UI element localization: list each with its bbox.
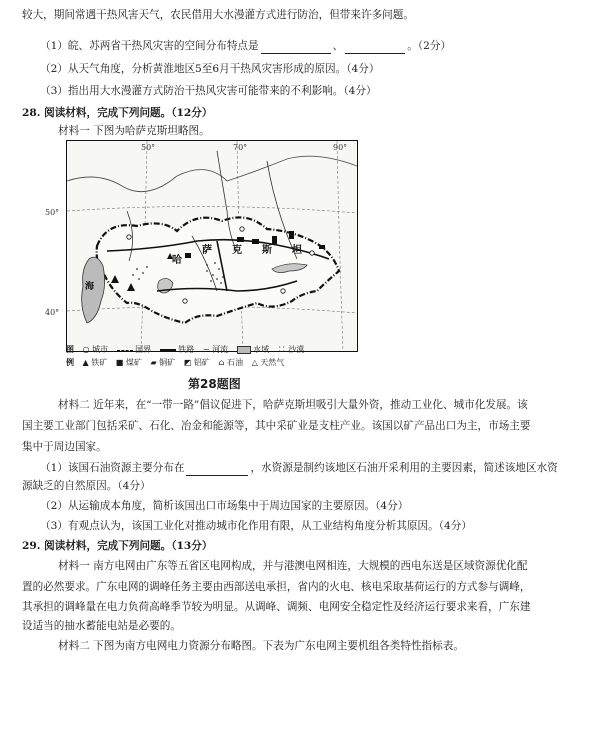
question-28-prev-1 (40, 39, 591, 54)
legend-railway: 铁路 (178, 345, 195, 354)
material-2-line-2: 国主要工业部门包括采矿、石化、冶金和能源等，其中采矿业是支柱产业。该国以矿产品出口为主，市场主要 (22, 420, 531, 432)
question-28-1 (40, 461, 591, 476)
place-label: 哈 (172, 255, 182, 266)
place-label: 萨 (202, 245, 212, 256)
lat-label: 50° (45, 208, 60, 217)
legend-river: 河流 (212, 345, 229, 354)
copper-icon: ▰ (150, 358, 157, 367)
material-29-line-2: 置的必然要求。广东电网的调峰任务主要由西部送电承担，省内的火电、核电采取基荷运行的方式参与调峰， (22, 581, 531, 593)
legend-water: 水域 (253, 345, 270, 354)
legend-aluminum: 铝矿 (193, 358, 210, 367)
water-icon (237, 346, 251, 354)
question-28-2: （2）从运输成本角度，简析该国出口市场集中于周边国家的主要原因。（4分） (40, 500, 409, 512)
question-28-3: （3）有观点认为，该国工业化对推动城市化作用有限，从工业结构角度分析其原因。（4分） (40, 520, 472, 532)
lon-label: 70° (233, 143, 248, 152)
border-line-icon (117, 350, 133, 351)
desert-icon: ∷ (277, 345, 286, 354)
question-text: ，水资源是制约该地区石油开采利用的主要因素，简述该地区水资 (250, 462, 558, 474)
text-line: 较大，期间常遇干热风害天气，农民借用大水漫灌方式进行防治，但带来许多问题。 (22, 9, 414, 21)
question-text: 、 (332, 40, 344, 52)
kazakhstan-map (45, 140, 358, 352)
legend-copper: 铜矿 (159, 358, 176, 367)
legend-iron: 铁矿 (91, 358, 108, 367)
lon-label: 90° (333, 143, 348, 152)
legend-coal: 煤矿 (125, 358, 142, 367)
place-label: 斯 (262, 245, 272, 256)
gas-icon: △ (251, 358, 258, 367)
railway-line-icon (160, 349, 176, 351)
material-2-line-1: 材料二 近年来，在“一带一路”倡议促进下，哈萨克斯坦吸引大量外资，推动工业化、城市化发展。该 (58, 399, 528, 411)
country-border (97, 217, 339, 323)
oil-icon: ⌂ (218, 358, 225, 367)
legend-desert: 沙漠 (288, 345, 305, 354)
question-text: （1）该国石油资源主要分布在 (40, 462, 185, 474)
question-28-1-cont: 源缺乏的自然原因。（4分） (22, 480, 151, 492)
legend-city: ○ 城市 (82, 345, 109, 354)
iron-ore-icon: ▲ (82, 358, 89, 367)
lon-label: 50° (141, 143, 156, 152)
material-2-line-3: 集中于周边国家。 (22, 441, 107, 453)
aluminum-icon: ◩ (183, 358, 192, 367)
material-29-line-4: 设适当的抽水蓄能电站是必要的。 (22, 620, 181, 632)
legend-gas: 天然气 (260, 358, 285, 367)
material-1-text: 材料一 下图为哈萨克斯坦略图。 (58, 125, 210, 137)
legend-title: 图 (66, 344, 74, 354)
question-29-heading: 29. 阅读材料，完成下列问题。（13分） (22, 540, 213, 552)
question-28-heading: 28. 阅读材料，完成下列问题。（12分） (22, 107, 213, 119)
material-29-line-3: 其承担的调峰量在电力负荷高峰季节较为明显。从调峰、调频、电网安全稳定性及经济运行要求来看，广东建 (22, 601, 531, 613)
coastline (67, 156, 357, 191)
question-text: （1）皖、苏两省干热风灾害的空间分布特点是 (40, 40, 259, 52)
figure-caption: 第28题图 (188, 377, 241, 391)
lat-label: 40° (45, 308, 60, 317)
answer-blank[interactable] (186, 461, 248, 476)
legend-border: 国界 (135, 345, 152, 354)
answer-blank[interactable] (345, 39, 405, 54)
material-29-line-1: 材料一 南方电网由广东等五省区电网构成，并与港澳电网相连，大规模的西电东送是区域资源优化配 (58, 560, 528, 572)
sea-label: 海 (85, 282, 95, 292)
place-label: 坦 (292, 245, 302, 256)
question-prev-2: （2）从天气角度，分析黄淮地区5至6月干热风灾害形成的原因。（4分） (40, 63, 380, 75)
answer-blank[interactable] (261, 39, 331, 54)
map-legend (66, 344, 366, 370)
legend-row-2 (66, 357, 284, 368)
question-text: 。（2分） (407, 40, 452, 52)
place-label: 克 (232, 245, 242, 256)
coal-icon: ■ (115, 358, 124, 367)
question-prev-3: （3）指出用大水漫灌方式防治干热风灾害可能带来的不利影响。（4分） (40, 85, 377, 97)
legend-title: 例 (66, 357, 74, 367)
material-29-line-5: 材料二 下图为南方电网电力资源分布略图。下表为广东电网主要机组各类特性指标表。 (58, 640, 464, 652)
river-icon: ~ (202, 345, 210, 354)
legend-oil: 石油 (227, 358, 244, 367)
legend-row-1 (66, 344, 304, 355)
